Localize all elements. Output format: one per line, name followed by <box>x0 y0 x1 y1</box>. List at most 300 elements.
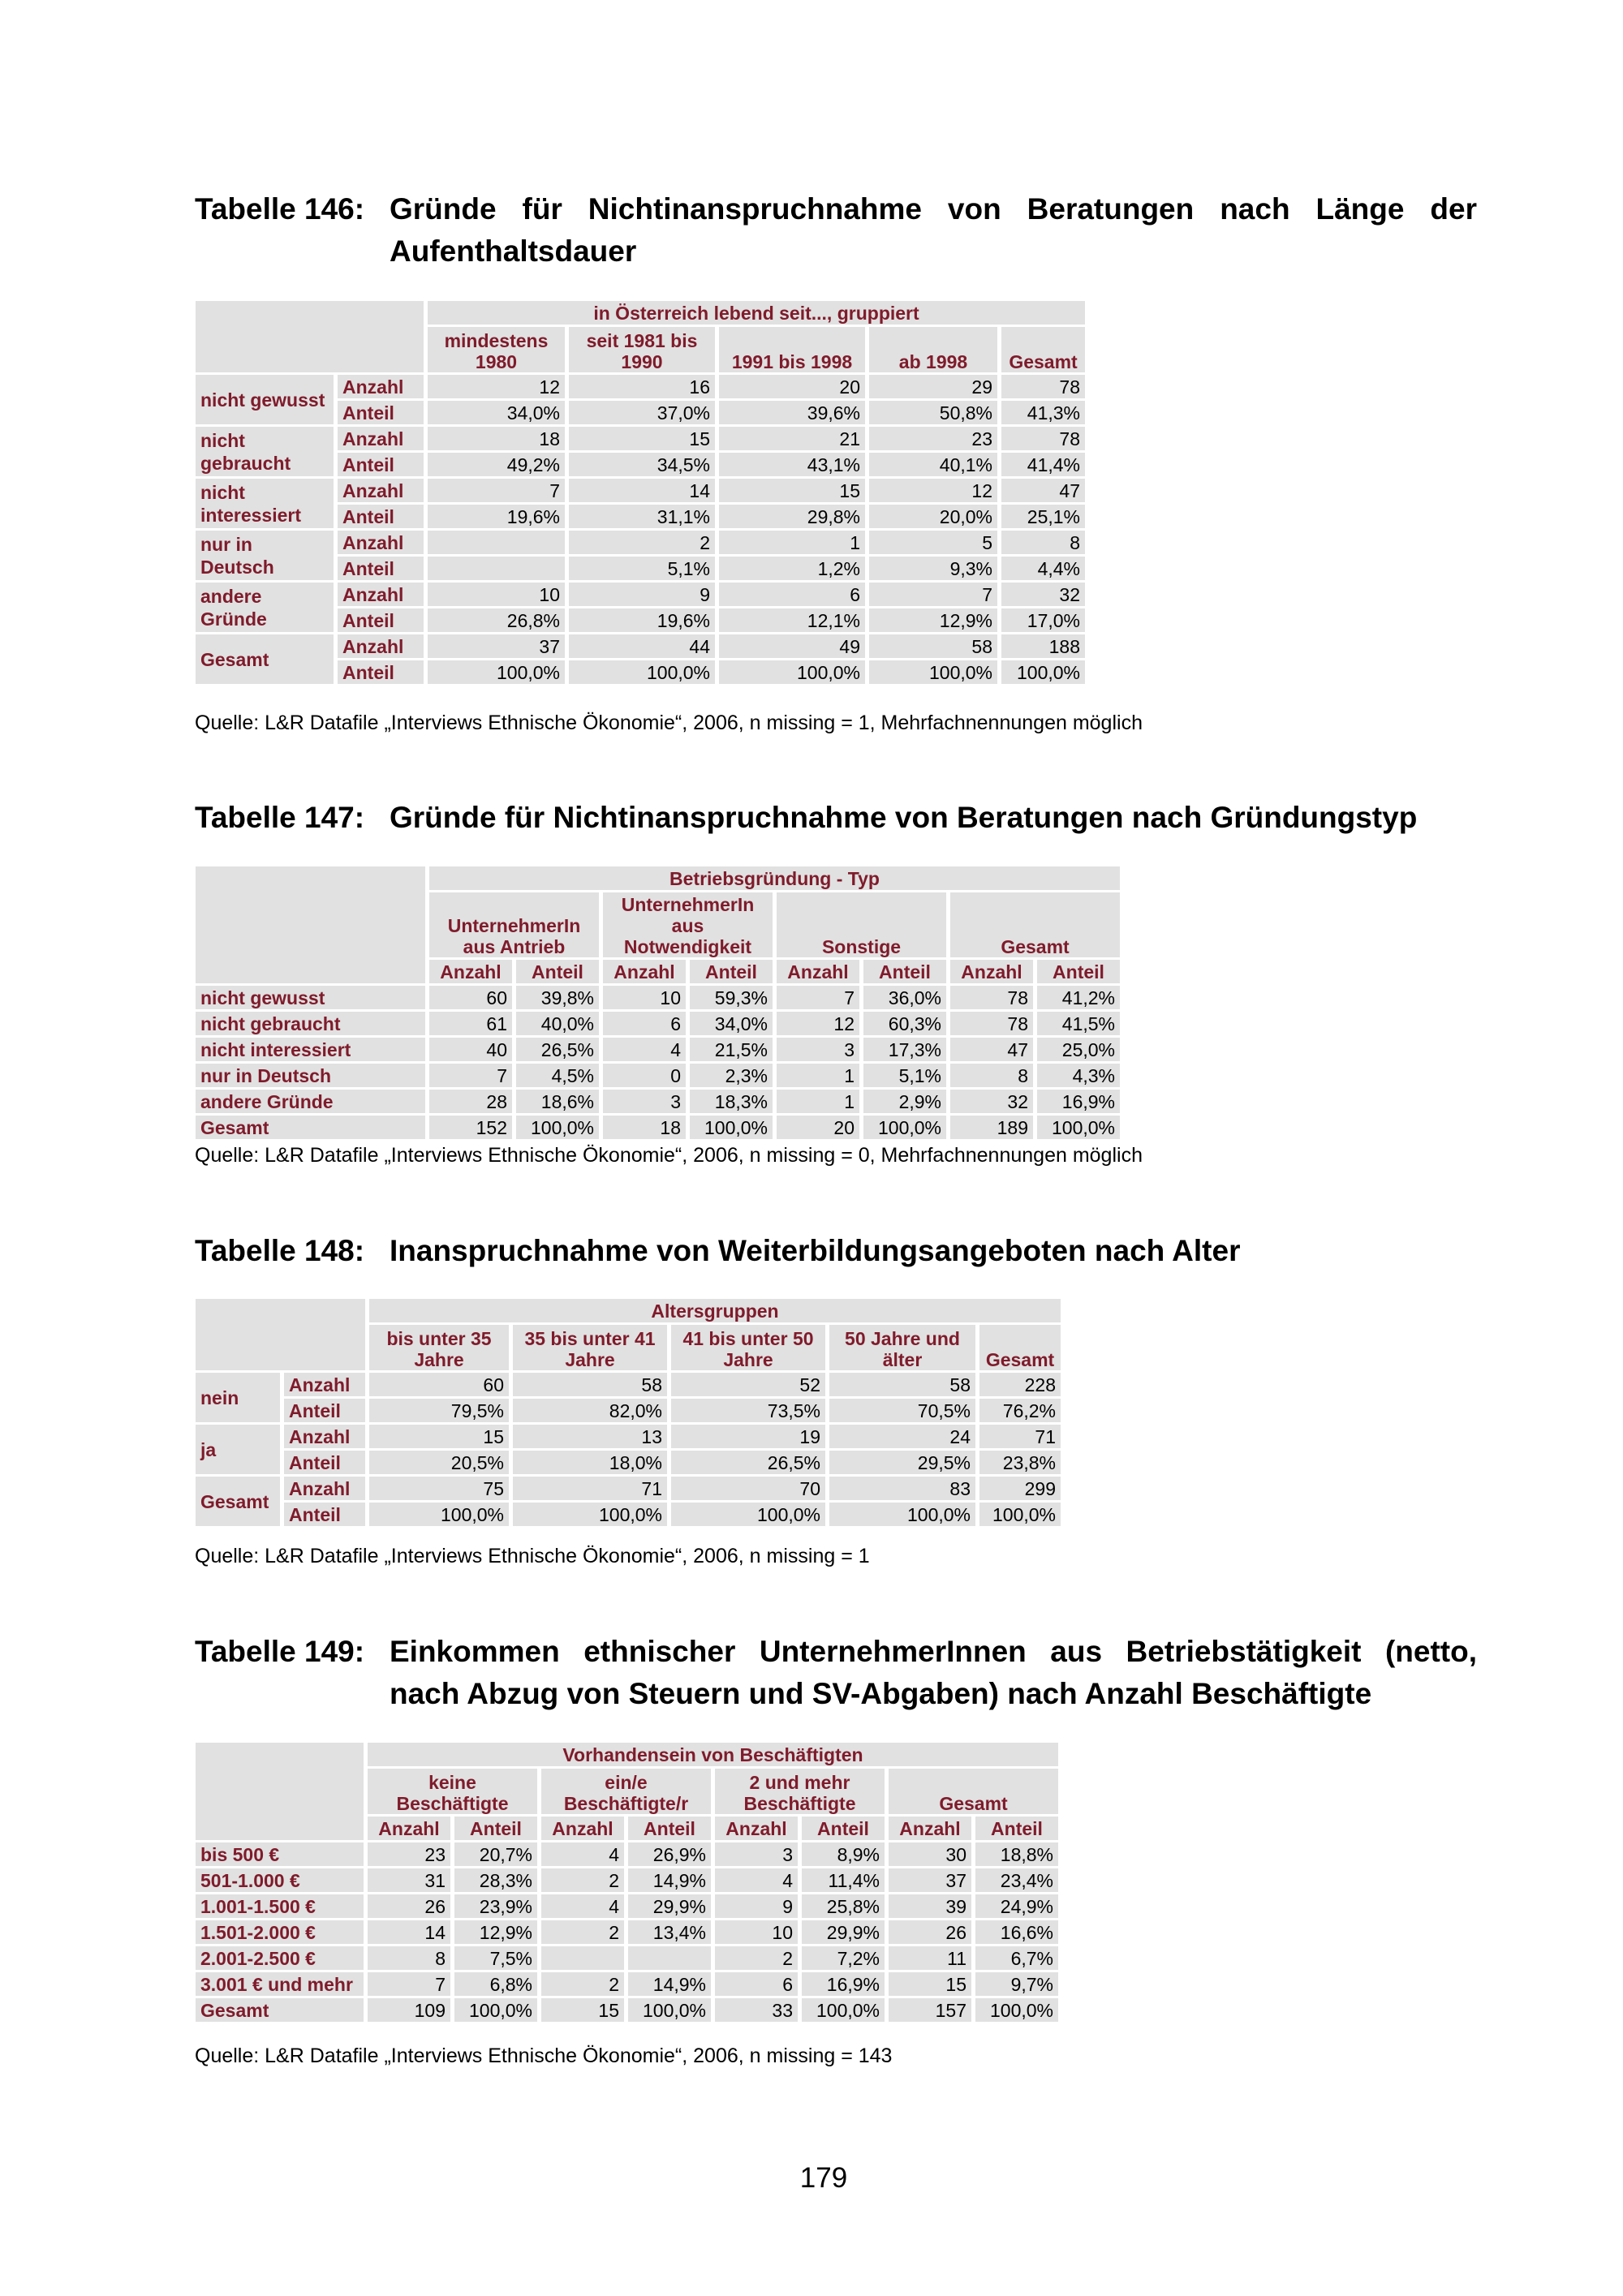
cell-value: 70 <box>671 1477 825 1500</box>
table-146 <box>192 299 1089 686</box>
row-label: 1.501-2.000 € <box>196 1920 364 1944</box>
cell-value: 5 <box>869 531 997 554</box>
cell-value: 9,3% <box>869 557 997 580</box>
cell-value: 14,9% <box>628 1972 711 1996</box>
table-147 <box>192 864 1124 1142</box>
table-147-title: Gründe für Nichtinanspruchnahme von Beratungen nach Gründungstyp <box>390 801 1418 834</box>
row-label: nicht gewusst <box>196 986 425 1009</box>
cell-value: 100,0% <box>802 1998 885 2022</box>
row-label: nur in Deutsch <box>196 531 334 580</box>
sub-label-anzahl: Anzahl <box>338 583 424 606</box>
cell-value: 25,8% <box>802 1894 885 1918</box>
cell-value: 83 <box>829 1477 975 1500</box>
row-label: Gesamt <box>196 634 334 684</box>
table-row <box>196 531 1085 554</box>
sub-label-anzahl: Anzahl <box>284 1425 365 1448</box>
cell-value: 23,4% <box>975 1868 1058 1892</box>
cell-value: 19,6% <box>428 505 565 528</box>
table-row <box>196 375 1085 398</box>
cell-value: 19 <box>671 1425 825 1448</box>
table-row <box>196 1425 1061 1448</box>
cell-value: 157 <box>889 1998 971 2022</box>
cell-value: 34,0% <box>690 1012 773 1035</box>
cell-value: 10 <box>715 1920 798 1944</box>
cell-value <box>428 531 565 554</box>
cell-value: 6,8% <box>454 1972 537 1996</box>
cell-value: 18 <box>428 427 565 450</box>
table-149-source: Quelle: L&R Datafile „Interviews Ethnische Ökonomie“, 2006, n missing = 143 <box>195 2044 893 2067</box>
column-header: 41 bis unter 50 Jahre <box>671 1325 825 1370</box>
cell-value: 4 <box>541 1894 624 1918</box>
cell-value: 6 <box>719 583 865 606</box>
cell-value: 8,9% <box>802 1842 885 1866</box>
cell-value: 50,8% <box>869 401 997 424</box>
cell-value: 100,0% <box>1001 660 1085 684</box>
column-header: Gesamt <box>979 1325 1061 1370</box>
cell-value: 12,9% <box>869 608 997 632</box>
cell-value: 9,7% <box>975 1972 1058 1996</box>
corner-cell <box>196 1299 365 1370</box>
cell-value: 3 <box>603 1090 686 1113</box>
sub-header-anteil: Anteil <box>454 1817 537 1840</box>
row-label: 2.001-2.500 € <box>196 1946 364 1970</box>
cell-value: 29,9% <box>628 1894 711 1918</box>
cell-value: 23,8% <box>979 1451 1061 1474</box>
sub-header-anzahl: Anzahl <box>715 1817 798 1840</box>
cell-value: 24,9% <box>975 1894 1058 1918</box>
cell-value: 26,9% <box>628 1842 711 1866</box>
column-header: bis unter 35 Jahre <box>369 1325 509 1370</box>
sub-header-anteil: Anteil <box>690 960 773 983</box>
cell-value: 13 <box>513 1425 667 1448</box>
cell-value: 32 <box>950 1090 1033 1113</box>
column-group-header: Altersgruppen <box>369 1299 1061 1322</box>
sub-label-anzahl: Anzahl <box>338 427 424 450</box>
cell-value: 2 <box>541 1920 624 1944</box>
cell-value: 12,1% <box>719 608 865 632</box>
table-row <box>196 583 1085 606</box>
cell-value: 60 <box>369 1373 509 1396</box>
row-label: ja <box>196 1425 280 1474</box>
sub-header-anteil: Anteil <box>628 1817 711 1840</box>
cell-value: 100,0% <box>671 1503 825 1526</box>
cell-value: 6,7% <box>975 1946 1058 1970</box>
row-label: bis 500 € <box>196 1842 364 1866</box>
cell-value: 60 <box>429 986 512 1009</box>
cell-value: 78 <box>1001 375 1085 398</box>
cell-value: 29,5% <box>829 1451 975 1474</box>
cell-value: 26,5% <box>671 1451 825 1474</box>
table-row <box>196 986 1120 1009</box>
cell-value: 2 <box>715 1946 798 1970</box>
table-row <box>196 427 1085 450</box>
cell-value: 16,6% <box>975 1920 1058 1944</box>
column-header: 50 Jahre und älter <box>829 1325 975 1370</box>
sub-label-anzahl: Anzahl <box>338 479 424 502</box>
column-header: Gesamt <box>889 1769 1058 1814</box>
cell-value: 23 <box>368 1842 450 1866</box>
cell-value: 17,0% <box>1001 608 1085 632</box>
header-row-group <box>196 301 1085 325</box>
sub-label-anteil: Anteil <box>284 1399 365 1422</box>
cell-value: 24 <box>829 1425 975 1448</box>
cell-value: 228 <box>979 1373 1061 1396</box>
table-146-caption <box>195 188 1477 273</box>
cell-value: 14 <box>569 479 715 502</box>
cell-value: 3 <box>715 1842 798 1866</box>
cell-value: 5,1% <box>569 557 715 580</box>
corner-cell <box>196 1743 364 1840</box>
cell-value: 20,0% <box>869 505 997 528</box>
row-label: Gesamt <box>196 1998 364 2022</box>
page-number: 179 <box>799 2162 848 2194</box>
sub-header-anteil: Anteil <box>863 960 946 983</box>
cell-value: 15 <box>541 1998 624 2022</box>
cell-value: 12 <box>777 1012 859 1035</box>
cell-value: 26 <box>368 1894 450 1918</box>
cell-value: 28 <box>429 1090 512 1113</box>
table-row <box>196 634 1085 658</box>
cell-value: 7 <box>869 583 997 606</box>
cell-value: 37 <box>889 1868 971 1892</box>
cell-value: 34,0% <box>428 401 565 424</box>
cell-value: 40,1% <box>869 453 997 476</box>
cell-value: 76,2% <box>979 1399 1061 1422</box>
column-group-header: Betriebsgründung - Typ <box>429 866 1120 890</box>
table-row <box>196 1842 1058 1866</box>
table-row <box>196 1399 1061 1422</box>
row-label: andere Gründe <box>196 1090 425 1113</box>
header-row-group <box>196 866 1120 890</box>
corner-cell <box>196 866 425 983</box>
sub-header-anzahl: Anzahl <box>603 960 686 983</box>
sub-header-anteil: Anteil <box>516 960 599 983</box>
cell-value: 100,0% <box>975 1998 1058 2022</box>
cell-value: 2 <box>569 531 715 554</box>
cell-value: 10 <box>428 583 565 606</box>
row-label: nicht gewusst <box>196 375 334 424</box>
cell-value: 299 <box>979 1477 1061 1500</box>
cell-value: 100,0% <box>569 660 715 684</box>
column-header: 1991 bis 1998 <box>719 327 865 372</box>
cell-value: 100,0% <box>979 1503 1061 1526</box>
cell-value: 34,5% <box>569 453 715 476</box>
cell-value: 4,5% <box>516 1064 599 1087</box>
cell-value: 16 <box>569 375 715 398</box>
cell-value: 100,0% <box>516 1116 599 1139</box>
cell-value: 12,9% <box>454 1920 537 1944</box>
cell-value: 18,3% <box>690 1090 773 1113</box>
cell-value: 18,8% <box>975 1842 1058 1866</box>
cell-value: 4,4% <box>1001 557 1085 580</box>
table-row <box>196 1946 1058 1970</box>
table-148 <box>192 1296 1065 1529</box>
cell-value: 58 <box>869 634 997 658</box>
cell-value: 41,2% <box>1037 986 1120 1009</box>
table-row <box>196 1090 1120 1113</box>
cell-value: 52 <box>671 1373 825 1396</box>
cell-value: 49,2% <box>428 453 565 476</box>
table-149-title: Einkommen ethnischer UnternehmerInnen aus Betriebstätigkeit (netto, nach Abzug von Steuern und SV-Abgaben) nach Anzahl Beschäftigte <box>390 1635 1477 1710</box>
cell-value: 39 <box>889 1894 971 1918</box>
cell-value: 1,2% <box>719 557 865 580</box>
cell-value: 100,0% <box>719 660 865 684</box>
cell-value: 7,2% <box>802 1946 885 1970</box>
cell-value: 40 <box>429 1038 512 1061</box>
table-row <box>196 1116 1120 1139</box>
cell-value: 4 <box>541 1842 624 1866</box>
table-row <box>196 1503 1061 1526</box>
table-149 <box>192 1740 1062 2024</box>
cell-value: 23 <box>869 427 997 450</box>
cell-value: 2 <box>541 1972 624 1996</box>
column-group-header: in Österreich lebend seit..., gruppiert <box>428 301 1085 325</box>
cell-value: 39,8% <box>516 986 599 1009</box>
cell-value: 71 <box>979 1425 1061 1448</box>
table-row <box>196 1451 1061 1474</box>
cell-value: 10 <box>603 986 686 1009</box>
cell-value: 23,9% <box>454 1894 537 1918</box>
cell-value: 18,6% <box>516 1090 599 1113</box>
cell-value: 189 <box>950 1116 1033 1139</box>
table-146-source: Quelle: L&R Datafile „Interviews Ethnische Ökonomie“, 2006, n missing = 1, Mehrfachnennungen möglich <box>195 712 1143 734</box>
row-label: Gesamt <box>196 1116 425 1139</box>
cell-value: 20,7% <box>454 1842 537 1866</box>
cell-value: 49 <box>719 634 865 658</box>
cell-value: 13,4% <box>628 1920 711 1944</box>
cell-value: 1 <box>719 531 865 554</box>
cell-value: 2,3% <box>690 1064 773 1087</box>
cell-value: 71 <box>513 1477 667 1500</box>
cell-value: 4 <box>715 1868 798 1892</box>
sub-header-anzahl: Anzahl <box>889 1817 971 1840</box>
table-row <box>196 1894 1058 1918</box>
table-row <box>196 1064 1120 1087</box>
cell-value: 12 <box>428 375 565 398</box>
cell-value: 78 <box>950 986 1033 1009</box>
cell-value: 61 <box>429 1012 512 1035</box>
table-149-number: Tabelle 149: <box>195 1635 365 1668</box>
cell-value: 18,0% <box>513 1451 667 1474</box>
sub-label-anteil: Anteil <box>338 505 424 528</box>
sub-label-anteil: Anteil <box>338 453 424 476</box>
cell-value: 41,3% <box>1001 401 1085 424</box>
cell-value: 15 <box>369 1425 509 1448</box>
sub-label-anzahl: Anzahl <box>284 1373 365 1396</box>
sub-header-anzahl: Anzahl <box>777 960 859 983</box>
column-header: mindestens 1980 <box>428 327 565 372</box>
cell-value: 100,0% <box>513 1503 667 1526</box>
cell-value: 47 <box>1001 479 1085 502</box>
cell-value: 39,6% <box>719 401 865 424</box>
cell-value: 15 <box>719 479 865 502</box>
cell-value: 20 <box>719 375 865 398</box>
cell-value: 28,3% <box>454 1868 537 1892</box>
cell-value: 78 <box>1001 427 1085 450</box>
cell-value: 44 <box>569 634 715 658</box>
cell-value: 37 <box>428 634 565 658</box>
cell-value: 14,9% <box>628 1868 711 1892</box>
cell-value: 26 <box>889 1920 971 1944</box>
cell-value: 18 <box>603 1116 686 1139</box>
table-148-source: Quelle: L&R Datafile „Interviews Ethnische Ökonomie“, 2006, n missing = 1 <box>195 1545 870 1567</box>
table-147-number: Tabelle 147: <box>195 801 365 834</box>
cell-value: 2,9% <box>863 1090 946 1113</box>
cell-value: 100,0% <box>690 1116 773 1139</box>
cell-value: 2 <box>541 1868 624 1892</box>
cell-value: 19,6% <box>569 608 715 632</box>
table-146-number: Tabelle 146: <box>195 192 365 226</box>
table-147-source: Quelle: L&R Datafile „Interviews Ethnische Ökonomie“, 2006, n missing = 0, Mehrfachnennungen möglich <box>195 1144 1143 1167</box>
table-146-title: Gründe für Nichtinanspruchnahme von Beratungen nach Länge der Aufenthaltsdauer <box>390 192 1477 268</box>
table-row <box>196 1920 1058 1944</box>
row-label: Gesamt <box>196 1477 280 1526</box>
sub-label-anteil: Anteil <box>338 608 424 632</box>
sub-label-anzahl: Anzahl <box>338 375 424 398</box>
sub-header-anzahl: Anzahl <box>950 960 1033 983</box>
row-label: 3.001 € und mehr <box>196 1972 364 1996</box>
cell-value: 58 <box>829 1373 975 1396</box>
table-row <box>196 479 1085 502</box>
column-header: 2 und mehr Beschäftigte <box>715 1769 885 1814</box>
table-row <box>196 1998 1058 2022</box>
column-header: keine Beschäftigte <box>368 1769 537 1814</box>
cell-value: 100,0% <box>829 1503 975 1526</box>
cell-value: 29 <box>869 375 997 398</box>
cell-value: 9 <box>569 583 715 606</box>
cell-value: 4 <box>603 1038 686 1061</box>
cell-value: 188 <box>1001 634 1085 658</box>
cell-value: 70,5% <box>829 1399 975 1422</box>
cell-value: 152 <box>429 1116 512 1139</box>
cell-value: 8 <box>950 1064 1033 1087</box>
table-row <box>196 1477 1061 1500</box>
table-148-title: Inanspruchnahme von Weiterbildungsangeboten nach Alter <box>390 1234 1241 1267</box>
cell-value: 100,0% <box>863 1116 946 1139</box>
cell-value <box>628 1946 711 1970</box>
table-row <box>196 1012 1120 1035</box>
table-row <box>196 1038 1120 1061</box>
sub-label-anteil: Anteil <box>338 557 424 580</box>
cell-value: 6 <box>603 1012 686 1035</box>
cell-value: 25,1% <box>1001 505 1085 528</box>
cell-value: 82,0% <box>513 1399 667 1422</box>
cell-value: 41,5% <box>1037 1012 1120 1035</box>
cell-value: 41,4% <box>1001 453 1085 476</box>
column-header: 35 bis unter 41 Jahre <box>513 1325 667 1370</box>
cell-value: 0 <box>603 1064 686 1087</box>
column-header: Gesamt <box>1001 327 1085 372</box>
cell-value: 109 <box>368 1998 450 2022</box>
cell-value: 7 <box>428 479 565 502</box>
row-label: 501-1.000 € <box>196 1868 364 1892</box>
column-header: UnternehmerIn aus Antrieb <box>429 892 599 957</box>
cell-value: 29,9% <box>802 1920 885 1944</box>
column-group-header: Vorhandensein von Beschäftigten <box>368 1743 1058 1766</box>
sub-header-anzahl: Anzahl <box>429 960 512 983</box>
cell-value: 73,5% <box>671 1399 825 1422</box>
column-header: Gesamt <box>950 892 1120 957</box>
column-header: UnternehmerIn aus Notwendigkeit <box>603 892 773 957</box>
cell-value: 78 <box>950 1012 1033 1035</box>
cell-value: 16,9% <box>802 1972 885 1996</box>
cell-value: 11,4% <box>802 1868 885 1892</box>
cell-value: 31 <box>368 1868 450 1892</box>
cell-value: 7,5% <box>454 1946 537 1970</box>
cell-value: 21 <box>719 427 865 450</box>
cell-value: 37,0% <box>569 401 715 424</box>
cell-value: 16,9% <box>1037 1090 1120 1113</box>
cell-value: 6 <box>715 1972 798 1996</box>
table-148-number: Tabelle 148: <box>195 1234 365 1267</box>
table-row <box>196 1868 1058 1892</box>
sub-label-anteil: Anteil <box>338 660 424 684</box>
cell-value: 21,5% <box>690 1038 773 1061</box>
cell-value: 40,0% <box>516 1012 599 1035</box>
column-header: seit 1981 bis 1990 <box>569 327 715 372</box>
sub-label-anzahl: Anzahl <box>338 634 424 658</box>
cell-value: 100,0% <box>428 660 565 684</box>
sub-label-anteil: Anteil <box>284 1451 365 1474</box>
cell-value: 43,1% <box>719 453 865 476</box>
sub-label-anzahl: Anzahl <box>284 1477 365 1500</box>
row-label: nicht interessiert <box>196 1038 425 1061</box>
table-148-caption <box>195 1230 1477 1272</box>
header-row-group <box>196 1299 1061 1322</box>
cell-value: 100,0% <box>869 660 997 684</box>
cell-value: 5,1% <box>863 1064 946 1087</box>
cell-value: 1 <box>777 1064 859 1087</box>
cell-value: 75 <box>369 1477 509 1500</box>
row-label: 1.001-1.500 € <box>196 1894 364 1918</box>
sub-header-anteil: Anteil <box>1037 960 1120 983</box>
cell-value: 100,0% <box>628 1998 711 2022</box>
column-header: ein/e Beschäftigte/r <box>541 1769 711 1814</box>
row-label: nicht gebraucht <box>196 427 334 476</box>
column-header: Sonstige <box>777 892 946 957</box>
cell-value: 12 <box>869 479 997 502</box>
cell-value: 8 <box>1001 531 1085 554</box>
cell-value: 17,3% <box>863 1038 946 1061</box>
sub-header-anteil: Anteil <box>802 1817 885 1840</box>
row-label: andere Gründe <box>196 583 334 632</box>
cell-value: 58 <box>513 1373 667 1396</box>
column-header: ab 1998 <box>869 327 997 372</box>
cell-value: 100,0% <box>1037 1116 1120 1139</box>
cell-value: 20,5% <box>369 1451 509 1474</box>
cell-value: 11 <box>889 1946 971 1970</box>
cell-value: 7 <box>429 1064 512 1087</box>
sub-header-anteil: Anteil <box>975 1817 1058 1840</box>
cell-value: 100,0% <box>369 1503 509 1526</box>
cell-value: 7 <box>777 986 859 1009</box>
row-label: nur in Deutsch <box>196 1064 425 1087</box>
cell-value: 20 <box>777 1116 859 1139</box>
cell-value <box>428 557 565 580</box>
cell-value: 100,0% <box>454 1998 537 2022</box>
sub-label-anteil: Anteil <box>338 401 424 424</box>
cell-value: 8 <box>368 1946 450 1970</box>
row-label: nicht gebraucht <box>196 1012 425 1035</box>
cell-value: 4,3% <box>1037 1064 1120 1087</box>
table-row <box>196 1972 1058 1996</box>
cell-value: 15 <box>569 427 715 450</box>
header-row-group <box>196 1743 1058 1766</box>
cell-value: 26,8% <box>428 608 565 632</box>
cell-value: 36,0% <box>863 986 946 1009</box>
cell-value: 29,8% <box>719 505 865 528</box>
sub-header-anzahl: Anzahl <box>368 1817 450 1840</box>
